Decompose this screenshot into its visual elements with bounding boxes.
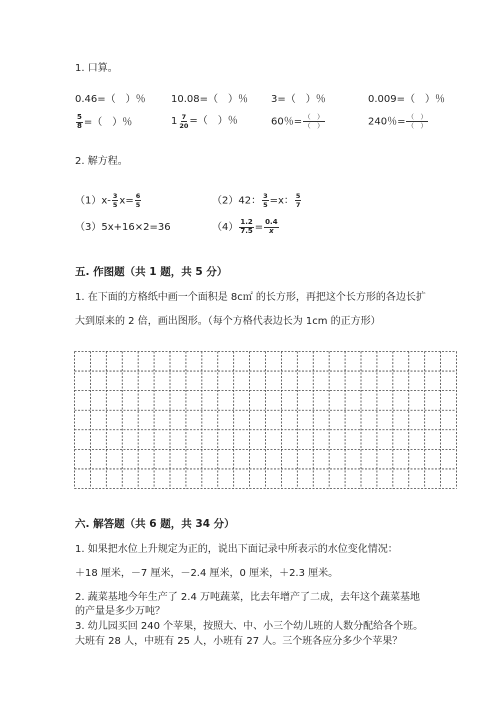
grid-paper[interactable] — [74, 351, 457, 489]
oral-item-7: 60％= $\frac{( )}{( )}$ — [271, 113, 324, 130]
fraction-blank: $\frac{( )}{( )}$ — [304, 113, 324, 130]
fraction: $\frac{3}{5}$ — [112, 192, 118, 209]
equation-1: （1）x- $\frac{3}{5}$ x= $\frac{6}{5}$ — [75, 192, 141, 209]
section-6-question-2-line-2: 的产量是多少万吨？ — [75, 606, 165, 617]
equation-2: （2）42： $\frac{3}{5}$ =x： $\frac{5}{7}$ — [212, 192, 301, 209]
section-5-title: 五. 作图题（共 1 题，共 5 分） — [75, 266, 228, 278]
section-6-question-3-line-1: 3. 幼儿园买回 240 个苹果，按照大、中、小三个幼儿班的人数分配给各个班。 — [75, 621, 424, 632]
equation-4: （4） $\frac{1.2}{7.5}$ = $\frac{0.4}{x}$ — [212, 218, 278, 235]
section-6-question-1: 1. 如果把水位上升规定为正的，说出下面记录中所表示的水位变化情况： — [75, 544, 398, 555]
question-1-title: 1. 口算。 — [75, 63, 118, 74]
section-5-question-line-1: 1. 在下面的方格纸中画一个面积是 8c㎡ 的长方形，再把这个长方形的各边长扩 — [75, 292, 426, 303]
oral-item-1: 0.46=（ ）％ — [75, 94, 146, 105]
fraction: $\frac{6}{5}$ — [135, 192, 141, 209]
oral-item-8: 240％= $\frac{( )}{( )}$ — [368, 113, 427, 130]
section-6-question-3-line-2: 大班有 28 人，中班有 25 人，小班有 27 人。三个班各应分多少个苹果？ — [75, 636, 403, 647]
oral-item-6: 1 $\frac{7}{20}$ =（ ）％ — [171, 113, 238, 130]
equation-3: （3）5x+16×2=36 — [75, 222, 171, 233]
oral-item-4: 0.009=（ ）％ — [368, 94, 446, 105]
fraction: $\frac{1.2}{7.5}$ — [240, 218, 253, 235]
section-5-question-line-2: 大到原来的 2 倍，画出图形。（每个方格代表边长为 1cm 的正方形） — [75, 316, 381, 327]
dashed-grid — [74, 351, 457, 489]
oral-item-3: 3=（ ）％ — [271, 94, 326, 105]
fraction: $\frac{5}{7}$ — [295, 192, 301, 209]
oral-item-2: 10.08=（ ）％ — [171, 94, 249, 105]
fraction: $\frac{0.4}{x}$ — [265, 218, 278, 235]
section-6-question-2-line-1: 2. 蔬菜基地今年生产了 2.4 万吨蔬菜，比去年增产了二成，去年这个蔬菜基地 — [75, 592, 420, 603]
fraction: $\frac{5}{8}$ — [77, 113, 82, 130]
fraction: $\frac{3}{5}$ — [263, 192, 268, 209]
fraction-blank: $\frac{( )}{( )}$ — [407, 113, 427, 130]
water-level-values: ＋18 厘米，－7 厘米，－2.4 厘米，0 厘米，＋2.3 厘米。 — [75, 568, 339, 579]
question-2-title: 2. 解方程。 — [75, 156, 128, 167]
oral-item-5: $\frac{5}{8}$ =（ ）％ — [77, 113, 133, 130]
fraction: $\frac{7}{20}$ — [179, 113, 189, 130]
section-6-title: 六. 解答题（共 6 题，共 34 分） — [75, 518, 235, 530]
